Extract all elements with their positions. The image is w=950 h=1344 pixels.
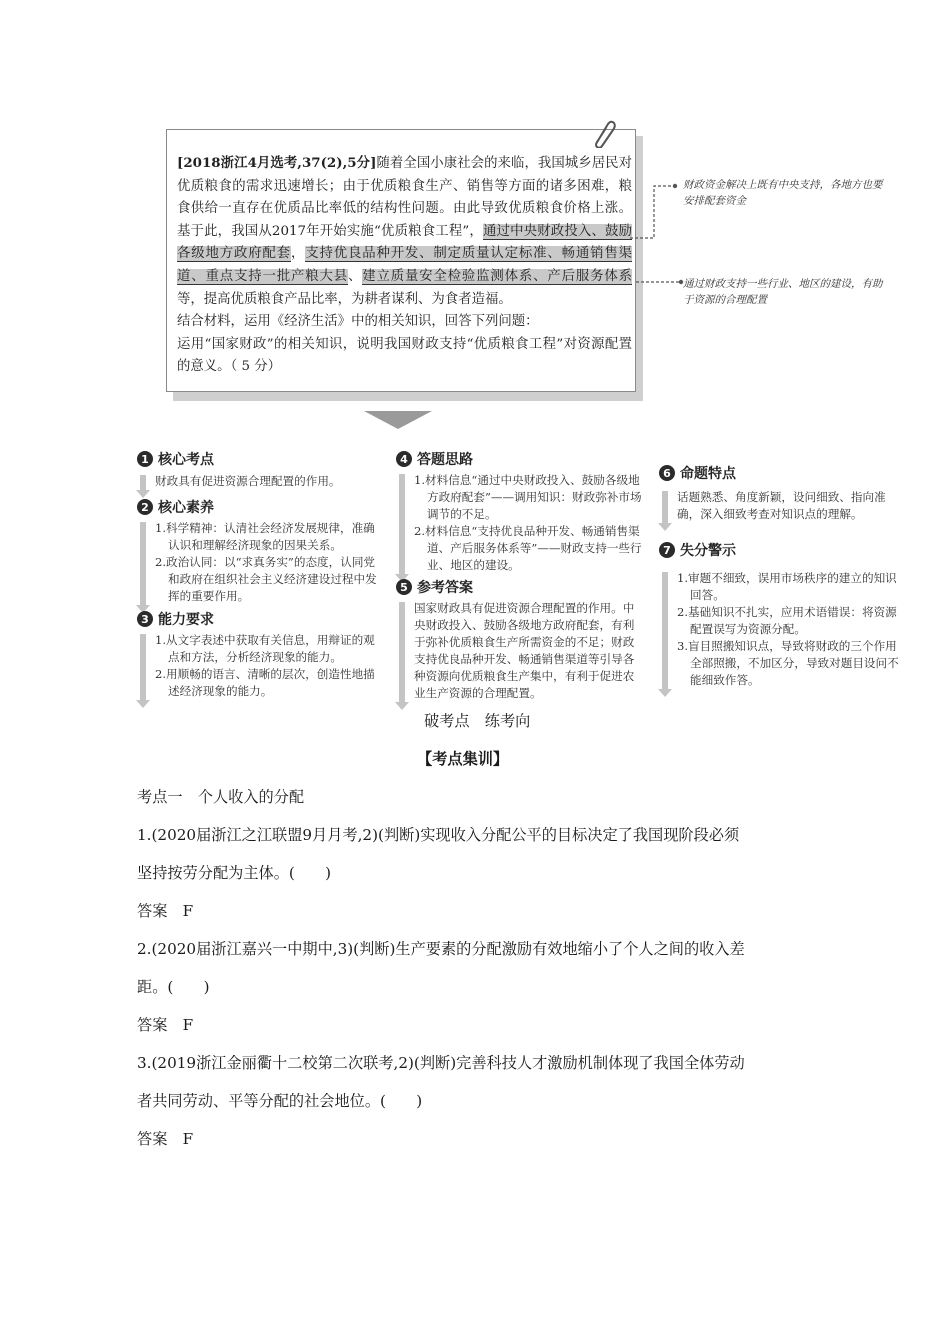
question-1-line-1: 1.(2020届浙江之江联盟9月月考,2)(判断)实现收入分配公平的目标决定了我国现阶段必须 xyxy=(137,826,740,844)
section-question-features xyxy=(659,463,899,523)
down-arrow-icon xyxy=(399,474,405,574)
sep-2: 、 xyxy=(347,268,363,284)
section-line: 话题熟悉、角度新颖，设问细致、指向准确，深入细致考查对知识点的理解。 xyxy=(677,490,886,521)
sep-1: ， xyxy=(290,246,306,262)
question-body-end: 等，提高优质粮食产品比率，为耕者谋利、为食者造福。 xyxy=(177,291,512,307)
paperclip-icon xyxy=(588,118,616,148)
down-arrow-icon xyxy=(399,602,405,702)
highlight-support: 支持优良品种开发、制定质量认定标准、畅通销售渠道、重点支持一批产粮大县 xyxy=(177,246,633,284)
down-arrow-icon xyxy=(140,522,146,605)
annotation-connector-1 xyxy=(630,180,680,246)
section-line: 2.政治认同：以“求真务实”的态度，认同党和政府在组织社会主义经济建设过程中发挥的重要作用。 xyxy=(155,555,377,603)
down-triangle-icon xyxy=(364,411,432,429)
section-core-literacy xyxy=(137,497,377,605)
section-title: 答题思路 xyxy=(417,452,473,468)
answer-2: 答案 F xyxy=(137,1016,194,1034)
question-2-line-1: 2.(2020届浙江嘉兴一中期中,3)(判断)生产要素的分配激励有效地缩小了个人之间的收入差 xyxy=(137,940,745,958)
section-line: 1.材料信息“通过中央财政投入、鼓励各级地方政府配套”——调用知识：财政弥补市场调节的不足。 xyxy=(414,473,642,521)
section-line: 财政具有促进资源合理配置的作用。 xyxy=(155,474,341,488)
question-source: [2018浙江4月选考,37(2),5分] xyxy=(177,155,377,171)
section-ability xyxy=(137,609,377,700)
number-badge: 2 xyxy=(137,499,153,515)
section-reference-answer xyxy=(396,577,642,702)
section-title: 命题特点 xyxy=(680,466,736,482)
question-3-line-1: 3.(2019浙江金丽衢十二校第二次联考,2)(判断)完善科技人才激励机制体现了我国全体劳动 xyxy=(137,1054,745,1072)
annotation-connector-2 xyxy=(636,276,686,288)
down-arrow-icon xyxy=(662,572,668,689)
topic-title: 考点一 个人收入的分配 xyxy=(137,788,305,806)
question-2-line-2: 距。( ) xyxy=(137,978,210,996)
question-1-line-2: 坚持按劳分配为主体。( ) xyxy=(137,864,332,882)
number-badge: 7 xyxy=(659,542,675,558)
number-badge: 6 xyxy=(659,465,675,481)
section-line: 1.科学精神：认清社会经济发展规律，准确认识和理解经济现象的因果关系。 xyxy=(155,521,375,552)
number-badge: 1 xyxy=(137,451,153,467)
section-line: 1.审题不细致，误用市场秩序的建立的知识回答。 xyxy=(677,571,897,602)
question-prompt: 运用“国家财政”的相关知识，说明我国财政支持“优质粮食工程”对资源配置的意义。（ 5 分） xyxy=(177,336,632,375)
number-badge: 5 xyxy=(396,579,412,595)
section-line: 2.基础知识不扎实，应用术语错误：将资源配置误写为资源分配。 xyxy=(677,605,897,636)
section-pitfalls xyxy=(659,540,899,689)
heading: 破考点 练考向 xyxy=(424,712,531,730)
section-line: 2.用顺畅的语言、清晰的层次，创造性地描述经济现象的能力。 xyxy=(155,667,375,698)
answer-3: 答案 F xyxy=(137,1130,194,1148)
down-arrow-icon xyxy=(140,475,146,490)
section-answer-approach xyxy=(396,449,642,574)
number-badge: 3 xyxy=(137,611,153,627)
section-line: 3.盲目照搬知识点，导致将财政的三个作用全部照搬，不加区分，导致对题目设问不能细致作答。 xyxy=(677,639,899,687)
highlight-system: 建立质量安全检验监测体系、产后服务体系 xyxy=(362,268,633,284)
section-line: 2.材料信息“支持优良品种开发、畅通销售渠道、产后服务体系等”——财政支持一些行业、地区的建设。 xyxy=(414,524,642,572)
annotation-note-1: 财政资金解决上既有中央支持，各地方也要安排配套资金 xyxy=(683,179,883,207)
section-line: 国家财政具有促进资源合理配置的作用。中央财政投入、鼓励各级地方政府配套，有利于弥补优质粮食生产所需资金的不足；财政支持优良品种开发、畅通销售渠道等引导各种资源向优质粮食生产集中，有利于促进农业生产资源的合理配置。 xyxy=(414,601,635,700)
down-arrow-icon xyxy=(140,634,146,700)
question-instruction: 结合材料，运用《经济生活》中的相关知识，回答下列问题： xyxy=(177,314,539,330)
section-title: 失分警示 xyxy=(680,543,736,559)
question-body: 随着全国小康社会的来临，我国城乡居民对优质粮食的需求迅速增长；由于优质粮食生产、销售等方面的诸多困难，粮食供给一直存在优质品比率低的结构性问题。由此导致优质粮食价格上涨。基于此，我国从2017年开始实施“优质粮食工程”， xyxy=(177,156,632,239)
section-core-point xyxy=(137,449,377,490)
highlight-central-funding: 通过中央财政投入、鼓励各级地方政府配套 xyxy=(177,223,632,262)
annotation-note-2: 通过财政支持一些行业、地区的建设，有助于资源的合理配置 xyxy=(683,278,883,306)
down-arrow-icon xyxy=(662,491,668,523)
answer-1: 答案 F xyxy=(137,902,194,920)
section-title: 参考答案 xyxy=(417,580,473,596)
section-title: 能力要求 xyxy=(158,612,214,628)
number-badge: 4 xyxy=(396,451,412,467)
section-title: 核心考点 xyxy=(158,452,214,468)
question-3-line-2: 者共同劳动、平等分配的社会地位。( ) xyxy=(137,1092,423,1110)
subheading: 【考点集训】 xyxy=(417,750,509,768)
section-line: 1.从文字表述中获取有关信息，用辩证的观点和方法，分析经济现象的能力。 xyxy=(155,633,375,664)
section-title: 核心素养 xyxy=(158,500,214,516)
question-text xyxy=(177,152,632,379)
